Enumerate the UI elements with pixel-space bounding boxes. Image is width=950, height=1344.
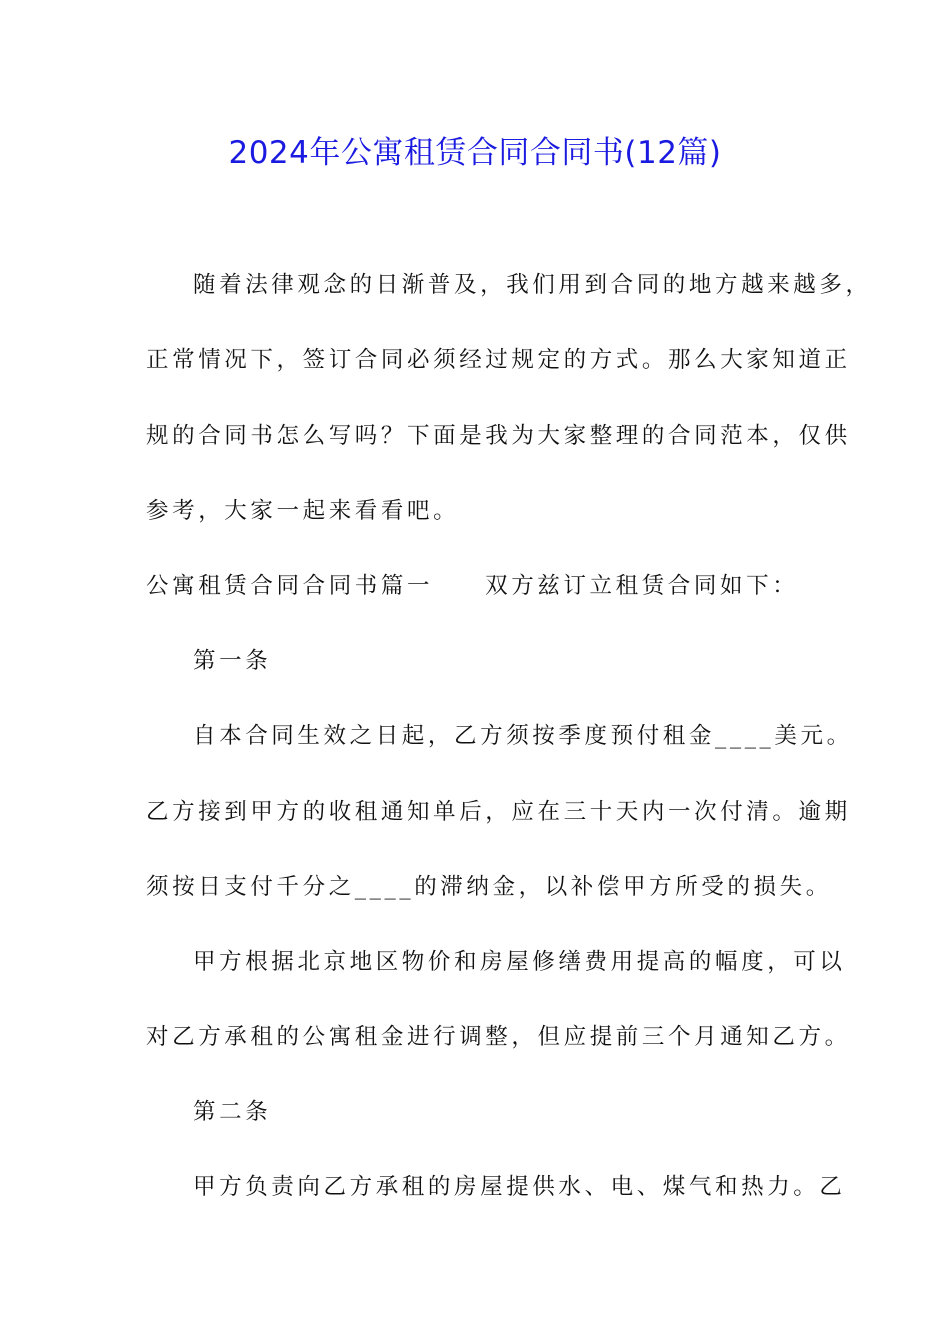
article-1-paragraph-2-line-2: 对乙方承租的公寓租金进行调整，但应提前三个月通知乙方。 [146,1024,851,1050]
intro-line-4: 参考，大家一起来看看吧。 [146,498,460,524]
article-2-label: 第二条 [193,1099,272,1125]
article-1-label: 第一条 [193,648,272,674]
section-heading-tail: 双方兹订立租赁合同如下： [485,573,799,599]
article-1-paragraph-1-line-3: 须按日支付千分之____的滞纳金，以补偿甲方所受的损失。 [146,874,832,900]
article-1-paragraph-1-line-1: 自本合同生效之日起，乙方须按季度预付租金____美元。 [193,723,853,749]
document-title: 2024年公寓租赁合同合同书(12篇) [228,135,722,171]
article-1-paragraph-2-line-1: 甲方根据北京地区物价和房屋修缮费用提高的幅度，可以 [193,949,846,975]
intro-line-3: 规的合同书怎么写吗？下面是我为大家整理的合同范本，仅供 [146,423,851,449]
article-1-paragraph-1-line-2: 乙方接到甲方的收租通知单后，应在三十天内一次付清。逾期 [146,799,851,825]
article-2-paragraph-1-line-1: 甲方负责向乙方承租的房屋提供水、电、煤气和热力。乙 [193,1174,846,1200]
intro-line-1: 随着法律观念的日渐普及，我们用到合同的地方越来越多， [193,272,872,298]
section-heading [146,569,798,603]
intro-line-2: 正常情况下，签订合同必须经过规定的方式。那么大家知道正 [146,347,851,373]
section-heading-title: 公寓租赁合同合同书篇一 [146,573,434,599]
